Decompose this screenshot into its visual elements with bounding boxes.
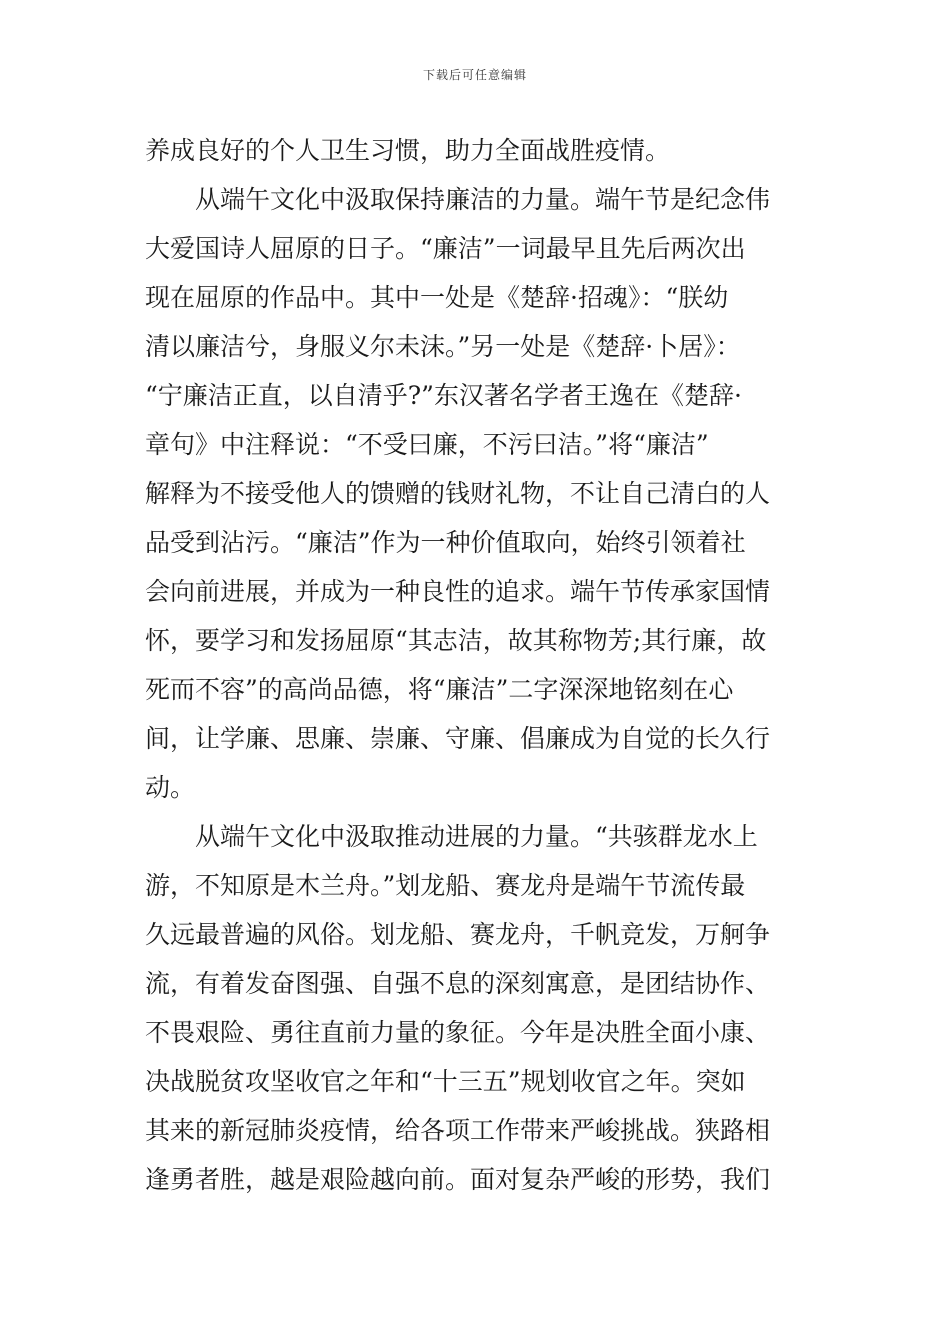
body-line: 逢勇者胜，越是艰险越向前。面对复杂严峻的形势，我们 (145, 1165, 771, 1194)
body-line: 决战脱贫攻坚收官之年和“十三五”规划收官之年。突如 (145, 1067, 746, 1096)
body-line: 游，不知原是木兰舟。”划龙船、赛龙舟是端午节流传最 (145, 871, 746, 900)
body-line: “宁廉洁正直，以自清乎?”东汉著名学者王逸在《楚辞· (145, 381, 742, 410)
body-line: 解释为不接受他人的馈赠的钱财礼物，不让自己清白的人 (145, 479, 771, 508)
body-line: 间，让学廉、思廉、崇廉、守廉、倡廉成为自觉的长久行 (145, 724, 771, 753)
page-header: 下载后可任意编辑 (422, 68, 527, 82)
body-line: 其来的新冠肺炎疫情，给各项工作带来严峻挑战。狭路相 (145, 1116, 771, 1145)
body-line: 品受到沾污。“廉洁”作为一种价值取向，始终引领着社 (145, 528, 746, 557)
body-line: 流，有着发奋图强、自强不息的深刻寓意，是团结协作、 (145, 969, 771, 998)
body-line: 不畏艰险、勇往直前力量的象征。今年是决胜全面小康、 (145, 1018, 771, 1047)
document-body (145, 126, 810, 1204)
body-line: 动。 (145, 773, 196, 802)
body-line: 久远最普遍的风俗。划龙船、赛龙舟，千帆竞发，万舸争 (145, 920, 771, 949)
body-line: 死而不容”的高尚品德，将“廉洁”二字深深地铭刻在心 (145, 675, 734, 704)
body-line: 大爱国诗人屈原的日子。“廉洁”一词最早且先后两次出 (145, 234, 746, 263)
body-line: 会向前进展，并成为一种良性的追求。端午节传承家国情 (145, 577, 771, 606)
body-line: 现在屈原的作品中。其中一处是《楚辞·招魂》：“朕幼 (145, 283, 729, 312)
paragraph-start-line: 从端午文化中汲取推动进展的力量。“共骇群龙水上 (195, 822, 758, 851)
body-line: 养成良好的个人卫生习惯，助力全面战胜疫情。 (145, 136, 671, 165)
body-line: 怀，要学习和发扬屈原“其志洁，故其称物芳;其行廉，故 (145, 626, 767, 655)
paragraph-start-line: 从端午文化中汲取保持廉洁的力量。端午节是纪念伟 (195, 185, 771, 214)
body-line: 章句》中注释说：“不受曰廉，不污曰洁。”将“廉洁” (145, 430, 709, 459)
body-line: 清以廉洁兮，身服义尔未沫。”另一处是《楚辞·卜居》： (145, 332, 741, 361)
